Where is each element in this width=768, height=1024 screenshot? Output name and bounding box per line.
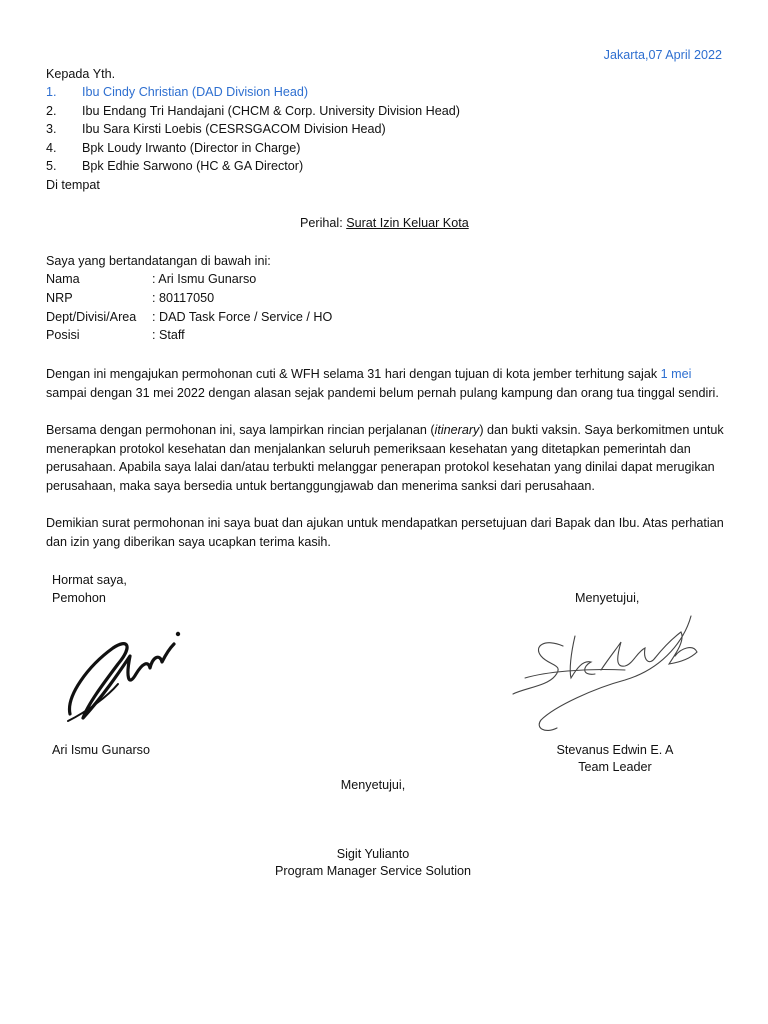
recipient-item: [46, 120, 386, 138]
recipient-number: 3.: [46, 122, 57, 136]
manager-title: Program Manager Service Solution: [275, 864, 471, 878]
field-label: NRP: [46, 291, 73, 305]
applicant-signature: [58, 626, 188, 726]
recipient-text: Bpk Edhie Sarwono (HC & GA Director): [82, 159, 304, 173]
recipient-text: Ibu Endang Tri Handajani (CHCM & Corp. University Division Head): [82, 104, 460, 118]
manager-name: Sigit Yulianto: [336, 847, 410, 861]
paragraph-text: ) dan bukti vaksin. Saya berkomitmen untuk menerapkan protokol kesehatan dan menjalankan seluruh pemeriksaan kesehatan yang ditetapkan pemerintah dan perusahaan. Apabila saya lalai dan/atau terbukti melanggar penerapan protokol kesehatan yang dinilai dapat merugikan perusahaan, maka saya bersedia untuk bertanggungjawab dan menerima sanksi dari perusahaan.: [46, 423, 724, 493]
recipient-number: 1.: [46, 85, 57, 99]
paragraph-text: Bersama dengan permohonan ini, saya lampirkan rincian perjalanan (: [46, 423, 435, 437]
recipient-text: Ibu Cindy Christian (DAD Division Head): [82, 85, 309, 99]
recipient-text: Ibu Sara Kirsti Loebis (CESRSGACOM Division Head): [82, 122, 386, 136]
place-date: Jakarta,07 April 2022: [603, 48, 722, 62]
field-value: : DAD Task Force / Service / HO: [152, 310, 333, 324]
leader-title: Team Leader: [578, 760, 652, 774]
recipient-item: [46, 102, 460, 120]
paragraph-closing: Demikian surat permohonan ini saya buat dan ajukan untuk mendapatkan persetujuan dari Bapak dan Ibu. Atas perhatian dan izin yang diberikan saya ucapkan terima kasih.: [46, 516, 724, 549]
recipient-item: [46, 157, 303, 175]
recipient-number: 4.: [46, 141, 57, 155]
recipient-item: [46, 139, 300, 157]
subject-text: Surat Izin Keluar Kota: [346, 216, 469, 230]
field-value: : Ari Ismu Gunarso: [152, 272, 257, 286]
field-label: Posisi: [46, 328, 80, 342]
field-label: Nama: [46, 272, 80, 286]
applicant-name: Ari Ismu Gunarso: [52, 743, 150, 757]
closing-role: Pemohon: [52, 591, 106, 605]
field-nrp: [46, 289, 214, 307]
field-value: : 80117050: [152, 291, 215, 305]
leader-name: Stevanus Edwin E. A: [556, 743, 674, 757]
paragraph-text: sampai dengan 31 mei 2022 dengan alasan sejak pandemi belum pernah pulang kampung dan orang tua tinggal sendiri.: [46, 385, 719, 400]
leader-signature: [505, 608, 705, 740]
itinerary-italic: itinerary: [434, 423, 480, 437]
approval-label-center: Menyetujui,: [340, 778, 406, 792]
paragraph-commitment: [46, 421, 726, 495]
field-value: : Staff: [152, 328, 185, 342]
highlight-date: 1 mei: [660, 367, 692, 381]
at-place: Di tempat: [46, 178, 100, 192]
field-label: Dept/Divisi/Area: [46, 310, 137, 324]
paragraph-text: Dengan ini mengajukan permohonan cuti & WFH selama 31 hari dengan tujuan di kota jember terhitung sajak: [46, 367, 661, 381]
intro-text: Saya yang bertandatangan di bawah ini:: [46, 254, 271, 268]
recipient-number: 2.: [46, 104, 57, 118]
field-dept: [46, 308, 332, 326]
paragraph-request: [46, 365, 726, 402]
closing-regards: Hormat saya,: [52, 573, 127, 587]
recipient-item: [46, 83, 308, 101]
approval-label-right: Menyetujui,: [575, 591, 640, 605]
recipient-text: Bpk Loudy Irwanto (Director in Charge): [82, 141, 301, 155]
subject-label: Perihal:: [300, 216, 347, 230]
field-nama: [46, 270, 256, 288]
recipient-number: 5.: [46, 159, 57, 173]
subject-line: [300, 214, 469, 232]
to-heading: Kepada Yth.: [46, 67, 116, 81]
field-posisi: [46, 326, 185, 344]
